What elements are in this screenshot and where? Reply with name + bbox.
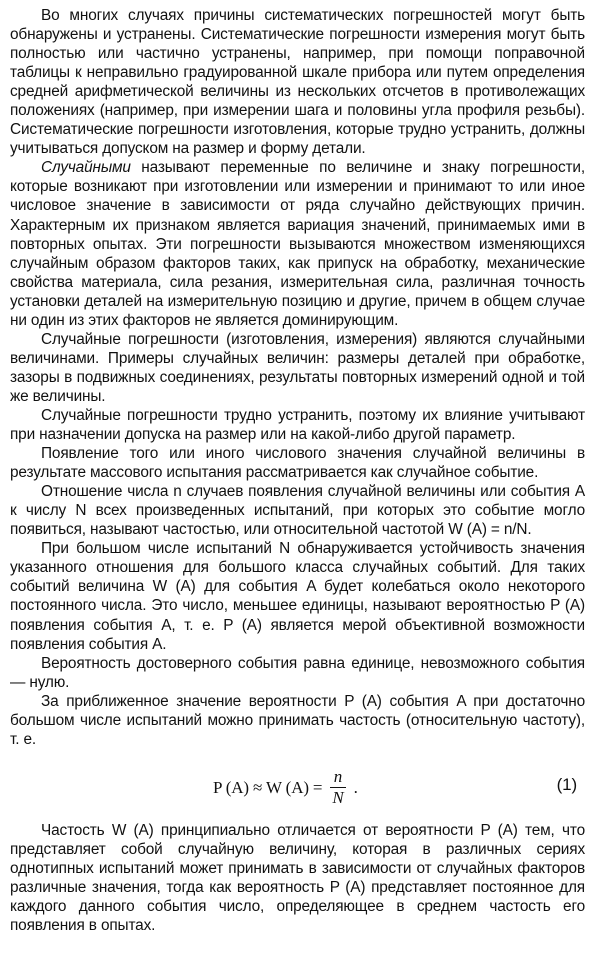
term-random: Случайными (41, 159, 131, 177)
paragraph-systematic-errors: Во многих случаях причины систематических погрешностей могут быть обнаружены и устранены. Систематические погрешности измерения могут быть полностью или частично устранены, например, при помощи поправочной таблицы к неправильно градуированной шкале прибора или путем определения средней арифметической величины из нескольких отсчетов в противолежащих положениях (например, при измерении шага и половины угла профиля резьбы). Систематические погрешности изготовления, которые трудно устранить, должны учитываться допуском на размер и форму детали. (10, 7, 585, 158)
paragraph-approximation: За приближенное значение вероятности P (A) события A при достаточно большом числе испытаний можно принимать частость (относительную частоту), т. е. (10, 692, 585, 748)
paragraph-random-errors-text: называют переменные по величине и знаку погрешности, которые возникают при изготовлении или измерении и принимают то или иное числовое значение в зависимости от ряда случайно действующих причин. Характерным их признаком является вариация значений, принимаемых ими в повторных опытах. Эти погрешности вызываются множеством изменяющихся случайным образом факторов таких, как припуск на обработку, механические свойства материала, сила резания, измерительная сила, различная точность установки деталей на измерительную позицию и другие, причем в общем случае ни один из этих факторов не является доминирующим. (10, 159, 585, 329)
formula-expression (213, 767, 358, 808)
paragraph-random-event: Появление того или иного числового значения случайной величины в результате массового испытания рассматривается как случайное событие. (10, 445, 585, 482)
paragraph-random-quantities: Случайные погрешности (изготовления, измерения) являются случайными величинами. Примеры случайных величин: размеры деталей при обработке, зазоры в подвижных соединениях, результаты повторных измерений одной и той же величины. (10, 330, 585, 405)
paragraph-relative-frequency: Отношение числа n случаев появления случайной величины или события A к числу N всех произведенных испытаний, при которых это событие могло появиться, называют частостью, или относительной частотой W (A) = n/N. (10, 483, 585, 539)
paragraph-probability: При большом числе испытаний N обнаруживается устойчивость значения указанного отношения для большого класса случайных событий. Для таких событий величина W (A) для события A будет колебаться около некоторого постоянного числа. Это число, меньшее единицы, называют вероятностью P (A) появления события A, т. е. P (A) является мерой объективной возможности появления события A. (10, 540, 585, 653)
formula-denominator: N (332, 787, 344, 807)
formula-trail: . (353, 777, 358, 797)
equation-number: (1) (556, 774, 577, 794)
paragraph-random-errors-definition (10, 158, 585, 329)
paragraph-certain-event: Вероятность достоверного события равна единице, невозможного события — нулю. (10, 654, 585, 691)
formula-left: P (A) ≈ W (A) = (213, 777, 323, 797)
paragraph-frequency-vs-probability: Частость W (A) принципиально отличается от вероятности P (A) тем, что представляет собой случайную величину, которая в различных сериях однотипных испытаний может принимать в зависимости от случайных факторов различные значения, тогда как вероятность P (A) представляет постоянное для каждого данного события число, определяющее в среднем частость его появления в опытах. (10, 821, 585, 935)
paragraph-tolerance: Случайные погрешности трудно устранить, поэтому их влияние учитывают при назначении допуска на размер или на какой-либо другой параметр. (10, 406, 585, 444)
formula-numerator: n (330, 767, 346, 788)
formula-fraction (328, 767, 347, 808)
formula-1 (10, 753, 585, 815)
